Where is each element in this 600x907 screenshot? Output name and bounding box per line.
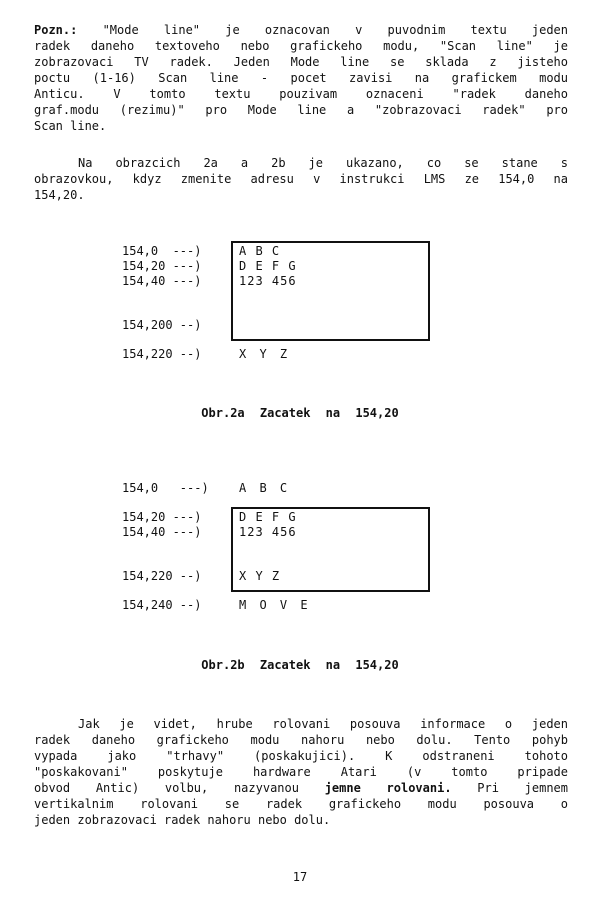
closing-line-7: jeden zobrazovaci radek nahoru nebo dolu. xyxy=(34,813,331,827)
note-line-2: radek daneho textoveho nebo grafickeho modu, "Scan line" je xyxy=(34,39,568,53)
fig2b-screen-row-1: D E F G xyxy=(239,510,297,524)
note-line-3: zobrazovaci TV radek. Jeden Mode line se sklada z jisteho xyxy=(34,55,568,69)
note-label: Pozn.: xyxy=(34,23,78,37)
closing-line-3: vypada jako "trhavy" (poskakujici). K odstraneni tohoto xyxy=(34,749,568,763)
fig2b-addr-bottom: 154,220 --) xyxy=(122,569,202,583)
fig2a-addr-out: 154,220 --) xyxy=(122,347,202,361)
note-line-5: Anticu. V tomto textu pouzivam oznaceni "radek daneho xyxy=(34,87,568,101)
intro-line-1: Na obrazcich 2a a 2b je ukazano, co se stane s xyxy=(78,156,568,170)
closing-line-4: "poskakovani" poskytuje hardware Atari (v tomto pripade xyxy=(34,765,568,779)
closing-paragraph xyxy=(34,716,568,828)
fig2b-screen-row-bottom: X Y Z xyxy=(239,569,281,583)
intro-line-2: obrazovkou, kdyz zmenite adresu v instrukci LMS ze 154,0 na xyxy=(34,172,568,186)
closing-line-1: Jak je videt, hrube rolovani posouva informace o jeden xyxy=(78,717,568,731)
closing-line-2: radek daneho grafickeho modu nahoru nebo dolu. Tento pohyb xyxy=(34,733,568,747)
fig2b-caption: Obr.2b Zacatek na 154,20 xyxy=(201,658,399,672)
fig2a-offscreen-row: X Y Z xyxy=(239,347,291,361)
fig2a-addr-2: 154,20 ---) xyxy=(122,259,202,273)
fig2a-screen-row-3: 123 456 xyxy=(239,274,297,288)
fig2a-addr-3: 154,40 ---) xyxy=(122,274,202,288)
fig2b-addr-top: 154,0 ---) xyxy=(122,481,209,495)
fig2b-addr-1: 154,20 ---) xyxy=(122,510,202,524)
closing-line-5: obvod Antic) volbu, nazyvanou jemne rolovani. Pri jemnem xyxy=(34,781,568,795)
closing-line-6: vertikalnim rolovani se radek grafickeho modu posouva o xyxy=(34,797,568,811)
fig2a-screen-row-2: D E F G xyxy=(239,259,297,273)
emphasis-fine-scrolling: jemne rolovani. xyxy=(324,781,452,795)
intro-paragraph xyxy=(34,155,568,203)
fig2b-addr-out: 154,240 --) xyxy=(122,598,202,612)
fig2b-offscreen-top-row: A B C xyxy=(239,481,291,495)
fig2a-addr-1: 154,0 ---) xyxy=(122,244,202,258)
fig2a-screen-row-1: A B C xyxy=(239,244,281,258)
fig2b-screen-row-2: 123 456 xyxy=(239,525,297,539)
fig2a-addr-bottom: 154,200 --) xyxy=(122,318,202,332)
fig2b-offscreen-row: M O V E xyxy=(239,598,311,612)
fig2a-caption: Obr.2a Zacatek na 154,20 xyxy=(201,406,399,420)
note-line-4: poctu (1-16) Scan line - pocet zavisi na grafickem modu xyxy=(34,71,568,85)
note-paragraph xyxy=(34,22,568,134)
intro-line-3: 154,20. xyxy=(34,188,85,202)
note-line-1: Pozn.: "Mode line" je oznacovan v puvodnim textu jeden xyxy=(34,23,568,37)
page-number: 17 xyxy=(292,870,308,884)
fig2b-addr-2: 154,40 ---) xyxy=(122,525,202,539)
note-line-7: Scan line. xyxy=(34,119,107,133)
note-line-6: graf.modu (rezimu)" pro Mode line a "zobrazovaci radek" pro xyxy=(34,103,568,117)
